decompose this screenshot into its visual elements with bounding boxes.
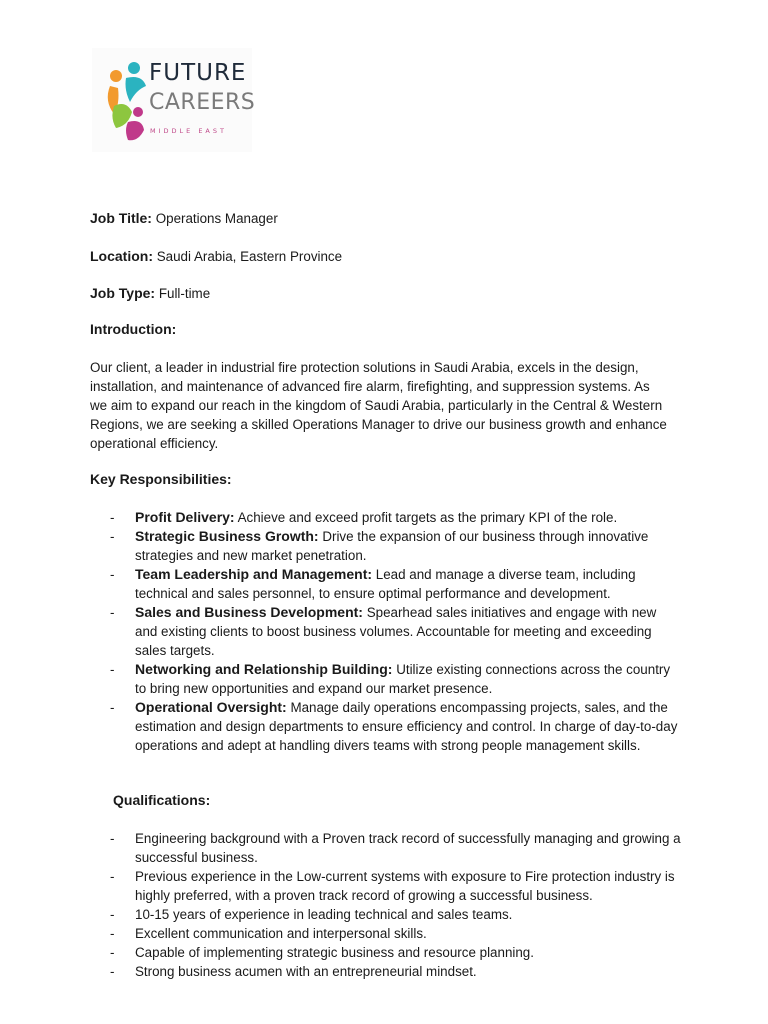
- list-item: - Profit Delivery: Achieve and exceed profit targets as the primary KPI of the role.: [110, 509, 618, 525]
- qualifications-list: [110, 829, 682, 981]
- introduction-paragraph: Our client, a leader in industrial fire protection solutions in Saudi Arabia, excels in the design, installation, and maintenance of advanced fire alarm, firefighting, and suppression systems. As we aim to expand our reach in the kingdom of Saudi Arabia, particularly in the Central & Western Regions, we are seeking a skilled Operations Manager to drive our business growth and enhance operational efficiency.: [90, 360, 667, 451]
- logo-wordmark-line1: FUTURE: [149, 60, 247, 86]
- responsibility-text: Utilize existing connections across the country to bring new opportunities and expand our market presence.: [135, 662, 671, 696]
- qualification-text: Previous experience in the Low-current systems with exposure to Fire protection industry is highly preferred, with a proven track record of growing a successful business.: [135, 869, 675, 903]
- list-item: - Excellent communication and interpersonal skills.: [110, 926, 427, 941]
- responsibilities-heading: Key Responsibilities:: [90, 471, 232, 487]
- responsibility-title: Team Leadership and Management:: [135, 566, 373, 582]
- responsibility-title: Networking and Relationship Building:: [135, 661, 393, 677]
- list-item: - 10-15 years of experience in leading technical and sales teams.: [110, 907, 513, 922]
- job-type-label: Job Type:: [90, 285, 156, 301]
- qualification-text: Engineering background with a Proven track record of successfully managing and growing a successful business.: [135, 831, 681, 865]
- list-item: - Sales and Business Development: Spearhead sales initiatives and engage with new and existing clients to boost business volumes. Accountable for meeting and exceeding sales targets.: [110, 604, 657, 658]
- list-item: - Strong business acumen with an entrepreneurial mindset.: [110, 964, 477, 979]
- logo-wordmark-line2: CAREERS: [149, 90, 256, 115]
- job-title-label: Job Title:: [90, 210, 152, 226]
- responsibility-title: Operational Oversight:: [135, 699, 287, 715]
- responsibility-text: Achieve and exceed profit targets as the primary KPI of the role.: [237, 510, 618, 525]
- responsibility-title: Sales and Business Development:: [135, 604, 363, 620]
- list-item: - Previous experience in the Low-current systems with exposure to Fire protection industry is highly preferred, with a proven track record of growing a successful business.: [110, 869, 675, 903]
- qualification-text: 10-15 years of experience in leading technical and sales teams.: [135, 907, 513, 922]
- logo-wordmark-line3: MIDDLE EAST: [150, 127, 227, 135]
- location-value: Saudi Arabia, Eastern Province: [156, 249, 343, 264]
- responsibility-title: Strategic Business Growth:: [135, 528, 319, 544]
- job-type-field: [90, 284, 210, 303]
- company-logo: [92, 48, 256, 152]
- job-title-field: [90, 209, 278, 228]
- list-item: - Networking and Relationship Building: Utilize existing connections across the country to bring new opportunities and expand our market presence.: [110, 661, 671, 696]
- list-item: - Operational Oversight: Manage daily operations encompassing projects, sales, and the estimation and design departments to ensure efficiency and control. In charge of day-to-day operations and adept at handling divers teams with strong people management skills.: [110, 699, 678, 753]
- list-item: - Engineering background with a Proven track record of successfully managing and growing a successful business.: [110, 831, 681, 865]
- responsibility-text: Manage daily operations encompassing projects, sales, and the estimation and design departments to ensure efficiency and control. In charge of day-to-day operations and adept at handling divers teams with strong people management skills.: [135, 700, 678, 753]
- qualification-text: Excellent communication and interpersonal skills.: [135, 926, 427, 941]
- qualification-text: Strong business acumen with an entrepreneurial mindset.: [135, 964, 477, 979]
- responsibility-text: Lead and manage a diverse team, including technical and sales personnel, to ensure optimal performance and development.: [135, 567, 636, 601]
- list-item: - Capable of implementing strategic business and resource planning.: [110, 945, 534, 960]
- list-item: - Team Leadership and Management: Lead and manage a diverse team, including technical and sales personnel, to ensure optimal performance and development.: [110, 566, 636, 601]
- job-title-value: Operations Manager: [155, 211, 278, 226]
- responsibility-text: Drive the expansion of our business through innovative strategies and new market penetration.: [135, 529, 649, 563]
- responsibility-title: Profit Delivery:: [135, 509, 235, 525]
- location-field: [90, 247, 342, 266]
- responsibility-text: Spearhead sales initiatives and engage with new and existing clients to boost business volumes. Accountable for meeting and exceeding sales targets.: [135, 605, 657, 658]
- qualification-text: Capable of implementing strategic business and resource planning.: [135, 945, 534, 960]
- location-label: Location:: [90, 248, 153, 264]
- introduction-heading: Introduction:: [90, 321, 177, 337]
- job-type-value: Full-time: [158, 286, 211, 301]
- logo-figures-icon: [102, 56, 152, 146]
- responsibilities-list: [110, 508, 682, 755]
- list-item: - Strategic Business Growth: Drive the expansion of our business through innovative strategies and new market penetration.: [110, 528, 649, 563]
- qualifications-heading: Qualifications:: [113, 792, 211, 808]
